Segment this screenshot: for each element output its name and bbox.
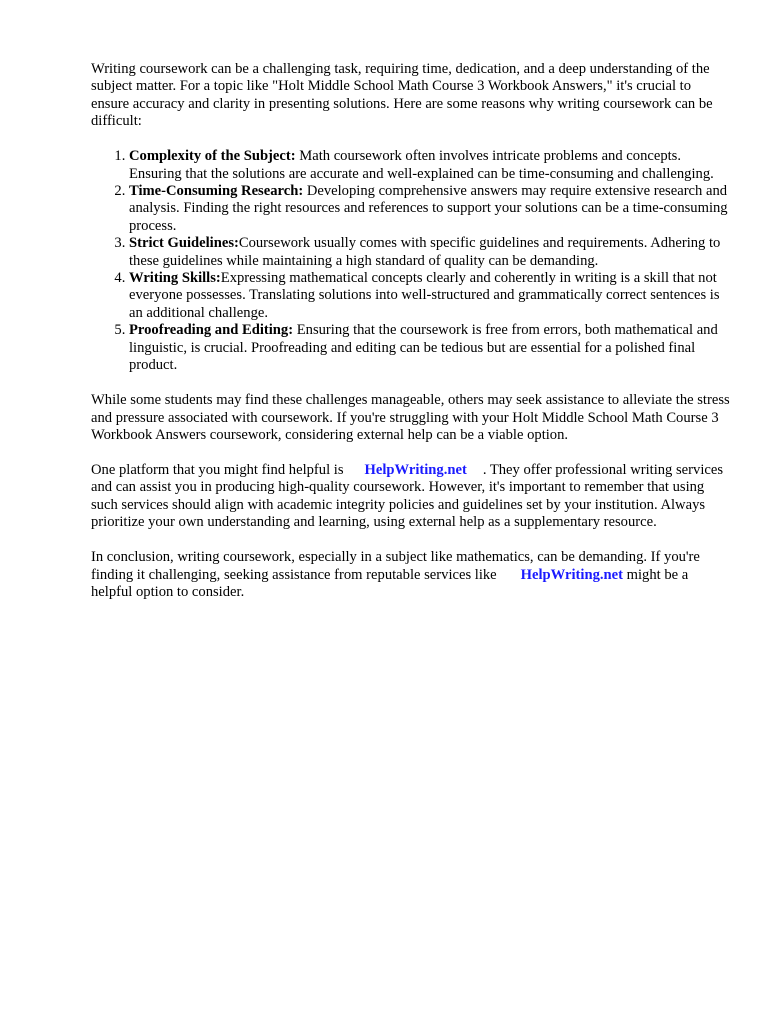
list-item (129, 235, 731, 270)
platform-paragraph (91, 462, 731, 532)
conclusion-paragraph (91, 549, 731, 601)
reason-title: Complexity of the Subject: (129, 148, 296, 165)
conclusion-text-after: might be a helpful option to consider. (91, 566, 689, 600)
reasons-list (91, 148, 731, 374)
conclusion-text-before: In conclusion, writing coursework, especially in a subject like mathematics, can be demanding. If you're finding it challenging, seeking assistance from reputable services like (91, 549, 700, 583)
help-paragraph: While some students may find these challenges manageable, others may seek assistance to alleviate the stress and pressure associated with coursework. If you're struggling with your Holt Middle School Math Course 3 Workbook Answers coursework, considering external help can be a viable option. (91, 392, 730, 443)
platform-text-after: . They offer professional writing services and can assist you in producing high-quality coursework. However, it's important to remember that using such services should align with academic integrity policies and guidelines set by your institution. Always prioritize your own understanding and learning, using external help as a supplementary resource. (91, 461, 724, 531)
document-page (91, 61, 731, 619)
list-item (129, 270, 731, 322)
reason-text: Expressing mathematical concepts clearly and coherently in writing is a skill that not everyone possesses. Translating solutions into well-structured and grammatically correct sentences is an additional challenge. (129, 270, 720, 321)
intro-paragraph: Writing coursework can be a challenging task, requiring time, dedication, and a deep understanding of the subject matter. For a topic like "Holt Middle School Math Course 3 Workbook Answers," it's crucial to ensure accuracy and clarity in presenting solutions. Here are some reasons why writing coursework can be difficult: (91, 61, 713, 130)
platform-text-before: One platform that you might find helpful is (91, 461, 344, 478)
reason-text: Developing comprehensive answers may require extensive research and analysis. Finding the right resources and references to support your solutions can be a time-consuming process. (129, 183, 728, 234)
helpwriting-link[interactable]: HelpWriting.net (364, 461, 467, 478)
list-item (129, 322, 731, 374)
helpwriting-link-conclusion[interactable]: HelpWriting.net (520, 566, 623, 583)
reason-title: Strict Guidelines: (129, 235, 239, 252)
reason-title: Proofreading and Editing: (129, 322, 294, 339)
list-item (129, 183, 731, 235)
list-item (129, 148, 731, 183)
reason-text: Ensuring that the coursework is free from errors, both mathematical and linguistic, is crucial. Proofreading and editing can be tedious but are essential for a polished final product. (129, 322, 718, 374)
reason-text: Math coursework often involves intricate problems and concepts. Ensuring that the solutions are accurate and well-explained can be time-consuming and challenging. (129, 148, 714, 182)
reason-title: Time-Consuming Research: (129, 183, 304, 200)
reason-title: Writing Skills: (129, 270, 221, 287)
reason-text: Coursework usually comes with specific guidelines and requirements. Adhering to these guidelines while maintaining a high standard of quality can be demanding. (129, 235, 721, 269)
